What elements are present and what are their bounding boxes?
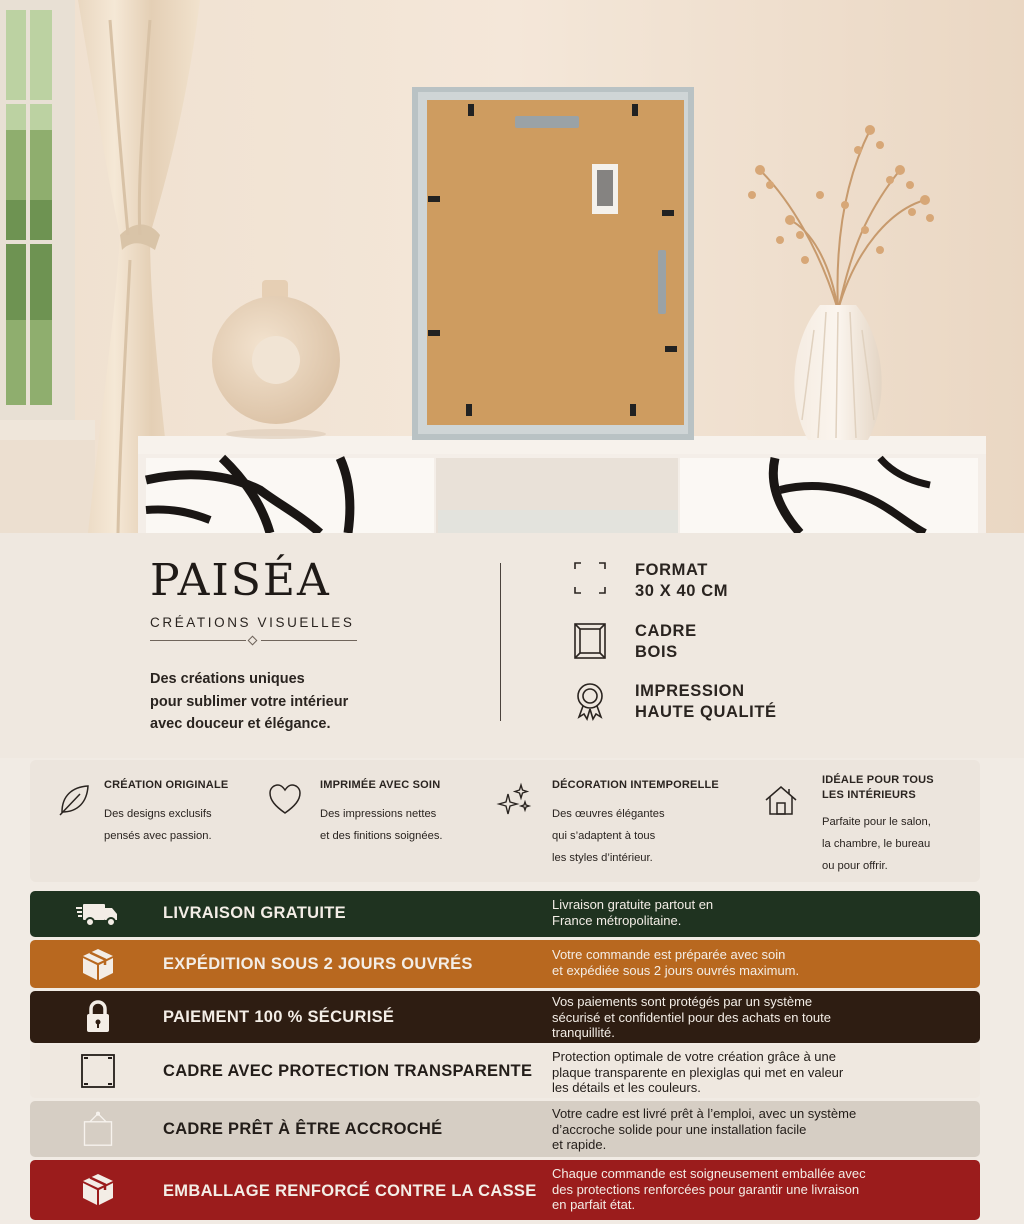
features-card: [30, 760, 980, 882]
spec-format: [572, 560, 832, 610]
feature-desc: Des impressions nettes et des finitions soignées.: [320, 808, 443, 842]
diamond-icon: [248, 636, 258, 646]
band-packaging: [30, 1160, 980, 1220]
band-label: CADRE PRÊT À ÊTRE ACCROCHÉ: [163, 1120, 443, 1138]
spec-print-title: IMPRESSION: [635, 682, 745, 700]
heart-icon: [267, 782, 303, 818]
band-free-delivery: [30, 891, 980, 937]
house-icon: [763, 782, 799, 818]
leaf-icon: [56, 782, 92, 818]
spec-format-value: 30 X 40 CM: [635, 582, 729, 600]
package-icon: [80, 946, 116, 982]
spec-frame: [572, 621, 832, 671]
feature-desc: Des œuvres élégantes qui s’adaptent à tous les styles d’intérieur.: [552, 808, 665, 864]
band-label: CADRE AVEC PROTECTION TRANSPARENTE: [163, 1062, 533, 1080]
band-payment: [30, 991, 980, 1043]
feature-title: IMPRIMÉE AVEC SOIN: [320, 779, 441, 791]
vertical-divider: [500, 563, 501, 721]
feature-interiors: [763, 760, 973, 882]
band-ready-to-hang: [30, 1101, 980, 1157]
spec-frame-title: CADRE: [635, 622, 697, 640]
band-label: LIVRAISON GRATUITE: [163, 904, 346, 922]
feature-desc: Des designs exclusifs pensés avec passion.: [104, 808, 212, 842]
frame-corners-icon: [572, 560, 608, 600]
brand-subtitle: CRÉATIONS VISUELLES: [150, 615, 355, 630]
package-icon: [80, 1171, 116, 1207]
band-desc: Vos paiements sont protégés par un système sécurisé et confidentiel pour des achats en toute tranquillité.: [552, 994, 831, 1040]
spec-frame-value: BOIS: [635, 643, 678, 661]
hanging-frame-icon: [80, 1111, 116, 1147]
feature-timeless: [496, 760, 746, 882]
frame-protection-icon: [80, 1053, 116, 1089]
cabinet: [138, 436, 986, 533]
sparkles-icon: [496, 782, 532, 818]
feature-desc: Parfaite pour le salon, la chambre, le bureau ou pour offrir.: [822, 816, 931, 872]
brand-ornament: [150, 636, 357, 646]
feature-title: IDÉALE POUR TOUS LES INTÉRIEURS: [822, 774, 934, 801]
tagline-line: pour sublimer votre intérieur: [150, 693, 349, 710]
tagline: [150, 668, 430, 736]
wood-frame-icon: [572, 621, 608, 661]
band-desc: Livraison gratuite partout en France métropolitaine.: [552, 897, 714, 928]
delivery-truck-icon: [75, 896, 119, 932]
tagline-line: Des créations uniques: [150, 671, 305, 687]
feature-title: DÉCORATION INTEMPORELLE: [552, 779, 719, 791]
tagline-line: avec douceur et élégance.: [150, 716, 331, 732]
band-desc: Votre commande est préparée avec soin et expédiée sous 2 jours ouvrés maximum.: [552, 947, 800, 978]
band-desc: Protection optimale de votre création grâce à une plaque transparente en plexiglas qui met en valeur les détails et les couleurs.: [552, 1049, 844, 1095]
band-label: EMBALLAGE RENFORCÉ CONTRE LA CASSE: [163, 1182, 537, 1200]
band-desc: Votre cadre est livré prêt à l’emploi, avec un système d’accroche solide pour une installation facile et rapide.: [552, 1106, 857, 1152]
band-shipping: [30, 940, 980, 988]
brand-section: [0, 533, 1024, 758]
feature-printed: [267, 760, 497, 882]
feature-original: [56, 760, 266, 882]
hero-photo: [0, 0, 1024, 533]
padlock-icon: [80, 999, 116, 1035]
band-protection: [30, 1045, 980, 1098]
quality-badge-icon: [572, 681, 608, 721]
band-label: PAIEMENT 100 % SÉCURISÉ: [163, 1008, 395, 1026]
brand-block: [150, 555, 360, 646]
band-desc: Chaque commande est soigneusement emballée avec des protections renforcées pour garantir une livraison en parfait état.: [552, 1166, 866, 1212]
hero-illustration: [0, 0, 1024, 533]
spec-format-title: FORMAT: [635, 561, 708, 579]
spec-print: [572, 681, 832, 731]
band-label: EXPÉDITION SOUS 2 JOURS OUVRÉS: [163, 955, 473, 973]
spec-print-value: HAUTE QUALITÉ: [635, 703, 777, 721]
feature-title: CRÉATION ORIGINALE: [104, 779, 229, 791]
brand-name: PAISÉA: [150, 555, 331, 606]
frame-back: [412, 87, 694, 440]
